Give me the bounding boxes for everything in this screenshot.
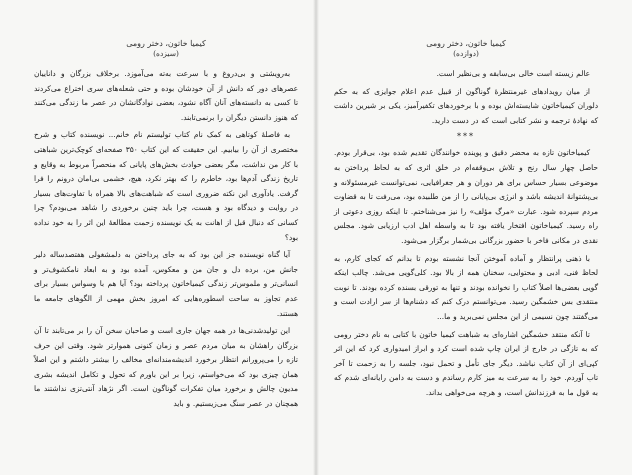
- paragraph: به‌رویشتی و بی‌دروغ و با سرعت به‌ته می‌آموزد. برخلاف بزرگان و داناییان عصرهای دور که دانش از آن خودشان بوده و حتی شعله‌های سری اختراع می‌کردند تا کسی به دانسته‌های آنان آگاه نشود، بعضی نوادگانشان در عصر ما زندگی می‌کنند که هنوز دانستن دیگران را برنمی‌تابند.: [34, 69, 298, 122]
- page-number: (دوازده): [453, 49, 479, 58]
- page-number: (سیزده): [153, 49, 179, 58]
- section-divider: ***: [457, 132, 475, 142]
- paragraph: این تولیدشدنی‌ها در همه جهان جاری است و صاحبان سخن آن را بر می‌تابند تا آن بزرگان راهشان به میان مردم عصر و زمان کنونی هموارتر شود. وقتی این حرف تازه را می‌پرورانم انتظار برخورد اندیشه‌مندانه‌ای مخالف را بیشتر داشتم و این اصلاً همان چیزی بود که می‌خواستم، زیرا بر این باورم که تحول و تکامل اندیشه بشری مدیون چالش و برخورد میان تفکرات گوناگون است. اگر نژهاد آنتی‌تزی نداشتند ما همچنان در عصر سنگ می‌زیستیم. و باید: [34, 326, 298, 409]
- page-body: [34, 67, 298, 412]
- paragraph: با ذهنی پرانتظار و آماده آموختن آنجا نشسته بودم تا بدانم که کجای کارم، به لحاظ فنی، ادبی و محتوایی، سخنان همه از بالا بود. کلی‌گویی می‌شد. چالب اینکه گویی بعضی‌ها اصلاً کتاب را نخوانده بودند و تنها به تورقی بسنده کرده بودند. تا نوبت منتقدی بس خشمگین رسید. می‌توانستم درک کنم که دشنام‌ها از سر ارادت است و می‌گفتند چون نسیمی از این مجلس نمی‌برید و ما...: [334, 253, 598, 321]
- page-running-head: کیمیا خاتون، دختر رومی: [426, 39, 506, 48]
- page-body: [334, 67, 598, 400]
- right-page: [316, 0, 632, 475]
- page-running-head: کیمیا خاتون، دختر رومی: [126, 39, 206, 48]
- paragraph: به فاصلهٔ کوتاهی به کمک نام کتاب تولیستم نام خانم... نویسنده کتاب و شرح مختصری از آن را بیابیم. این حقیقت که این کتاب ۳۵۰ صفحه‌ای کوچک‌ترین شباهتی با کار من نداشت، مگر بعضی حوادث بخش‌های پایانی که منحصراً مربوط به وقایع و تاریخ زندگی آدم‌ها بود، خاطرم را که بهتر نکرد، هیچ، خشمی بی‌امان درونم را فرا گرفت. یادآوری این نکته ضروری است که شباهت‌های بالا همراه با تفاوت‌های بسیار در روایت و دیدگاه بود و هست، چرا باید چنین برخوردی را شاهد می‌بودم؟ چرا کسانی که دنبال قبل از اهانت به یک نویسنده زحمت مطالعهٔ این اثر را به خود نداده بود؟: [34, 130, 298, 242]
- paragraph: از میان رویدادهای غیرمنتظرهٔ گوناگون از قبیل عدم اعلام جوایزی که به حکم دلوران کیمیاخاتون شایسته‌اش بوده و با برخوردهای تکفیرآمیز، یکی بر شیرین داشت که نهادهٔ ترجمه و نشر کتابی است که در دست دارید.: [334, 86, 598, 125]
- paragraph: تا آنکه منتقد خشمگین اشاره‌ای به شباهت کیمیا خاتون با کتابی به نام دختر رومی که به تازگی در خارج از ایران چاپ شده است کرد و ابراز امیدواری کرد که این اثر کپی‌ای از آن کتاب نباشد. دیگر جای تأمل و تحمل نبود، جلسه را به زحمت تا آخر تاب آوردم. خود را به سرعت به میز کارم رساندم و دست به دامن رایانه‌ای شدم که به قول ما به فرزندانش است، و هرچه می‌خواهی بداند.: [334, 329, 598, 397]
- paragraph: عالم زیسته است خالی بی‌سابقه و بی‌نظیر است.: [436, 69, 590, 78]
- paragraph: کیمیاخاتون تازه به محضر دقیق و پوینده خوانندگان تقدیم شده بود، بی‌قرار بودم. حاصل چهار سال رنج و تلاش بی‌وقفه‌ام در خلق اثری که به لحاظ پرداختن به موضوعی بسیار حساس برای هر دوران و هر جغرافیایی، نمی‌توانست غیرمسئولانه و بی‌پشتوانهٔ اندیشه باشد و انرژی بی‌پایانی را از من طلبیده بود، می‌رفت تا به قضاوت مردم سپرده شود. عبارت «مرگ مؤلف» را نیز می‌شناختم. تا اینکه روزی دعوتی از راه رسید. کیمیاخاتون افتخار یافته بود تا به واسطه اهل ادب ارزیابی شود. مجلس نقدی در مکانی فاخر با حضور بزرگانی بی‌شمار برگزار می‌شود.: [334, 148, 598, 245]
- paragraph: آیا گناه نویسنده جز این بود که به جای پرداختن به دلمشغولی هفتصدساله دلیر جانش من، برده دل و جان من و معکوس، آمده بود و به ابعاد نامکشوف‌تر و انسانی‌تر و ملموس‌تر زندگی کیمیاخاتون پرداخته بود؟ آیا هم با وسواس بسیار برای عدم تجاوز به ساحت اسطوره‌هایی که امروز بخش مهمی از الگوهای جامعه ما هستند.: [34, 250, 298, 318]
